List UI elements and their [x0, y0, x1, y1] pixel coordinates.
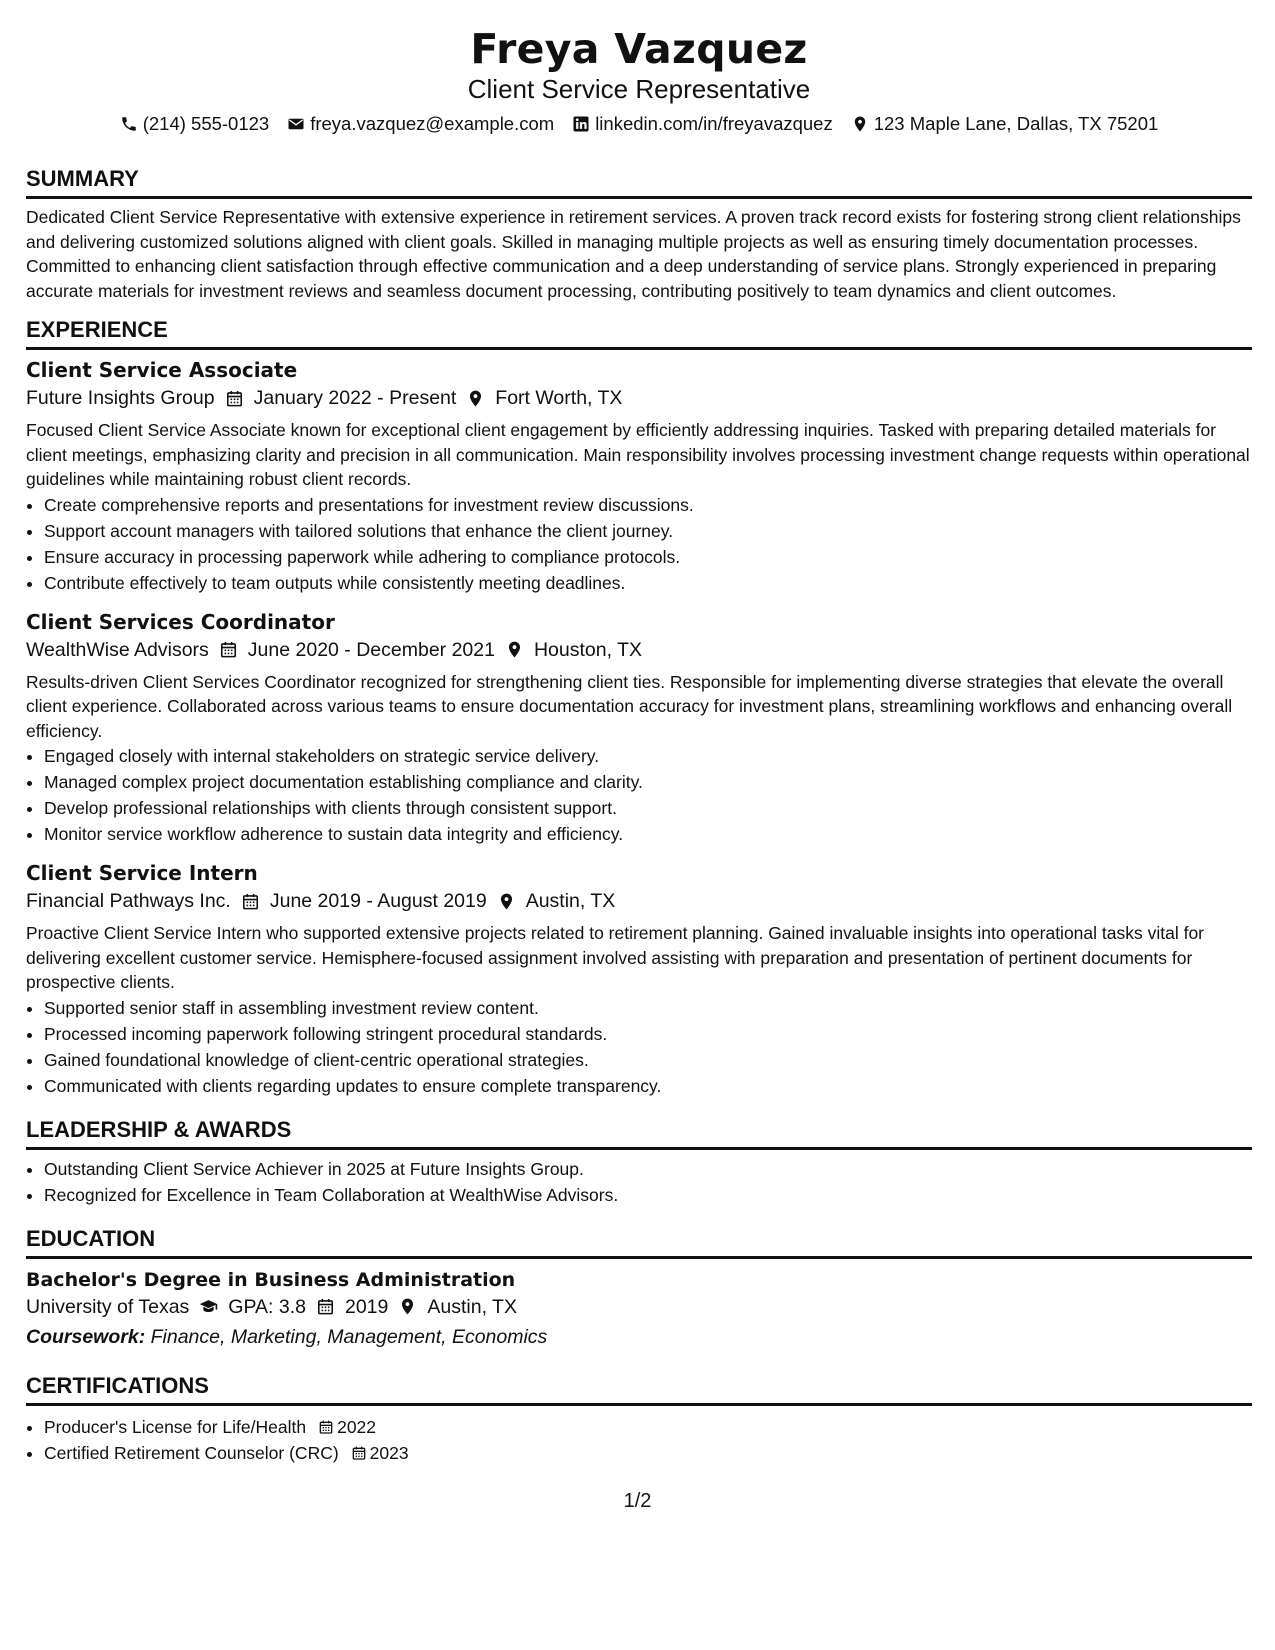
calendar-icon: [225, 389, 244, 408]
school-name: University of Texas: [26, 1295, 190, 1318]
list-item: • Monitor service workflow adherence to sustain data integrity and efficiency.: [44, 821, 1252, 847]
list-item: • Managed complex project documentation establishing compliance and clarity.: [44, 769, 1252, 795]
cert-name: • Certified Retirement Counselor (CRC): [44, 1442, 339, 1463]
page-number: 1/2: [623, 1490, 652, 1512]
job-bullets: [26, 995, 1252, 1099]
list-item: • Supported senior staff in assembling investment review content.: [44, 995, 1252, 1021]
job-entry: [26, 356, 1252, 596]
coursework-list: Finance, Marketing, Management, Economics: [150, 1325, 548, 1348]
contact-bar: [26, 112, 1252, 136]
list-item: • Contribute effectively to team outputs while consistently meeting deadlines.: [44, 570, 1252, 596]
calendar-icon: [351, 1445, 367, 1461]
linkedin-icon: [572, 115, 590, 133]
map-pin-icon: [851, 115, 869, 133]
job-dates: January 2022 - Present: [253, 387, 457, 409]
job-title: Client Service Intern: [26, 861, 258, 885]
list-item: • Ensure accuracy in processing paperwork while adhering to compliance protocols.: [44, 544, 1252, 570]
school-location: Austin, TX: [427, 1295, 517, 1318]
calendar-icon: [316, 1297, 335, 1316]
job-location: Fort Worth, TX: [495, 387, 623, 409]
resume-header: [26, 22, 1252, 136]
map-pin-icon: [398, 1297, 417, 1316]
coursework: [26, 1323, 1252, 1351]
job-description: Focused Client Service Associate known for exceptional client engagement by efficiently addressing inquiries. Tasked with preparing detailed materials for client meetings, emphasizing clarity and precision in all communication. Main responsibility involves processing investment change requests within operational guidelines while maintaining robust client records.: [26, 420, 1250, 489]
map-pin-icon: [466, 389, 485, 408]
experience-section: [26, 317, 1252, 1099]
job-company: WealthWise Advisors: [26, 638, 209, 661]
gpa: GPA: 3.8: [228, 1295, 306, 1318]
list-item: • Create comprehensive reports and presentations for investment review discussions.: [44, 492, 1252, 518]
list-item: • Communicated with clients regarding updates to ensure complete transparency.: [44, 1073, 1252, 1099]
candidate-name: Freya Vazquez: [470, 25, 808, 73]
cert-year: 2022: [337, 1416, 377, 1437]
envelope-icon: [287, 115, 305, 133]
map-pin-icon: [497, 892, 516, 911]
job-dates: June 2019 - August 2019: [269, 890, 487, 912]
education-heading: EDUCATION: [26, 1226, 1252, 1259]
job-bullets: [26, 743, 1252, 847]
contact-phone-text: (214) 555-0123: [142, 113, 270, 134]
job-description: Results-driven Client Services Coordinator recognized for strengthening client ties. Responsible for implementing diverse strategies that elevate the overall client experience. Collaborated across various teams to ensure documentation accuracy for investment plans, streamlining workflows and enhancing overall efficiency.: [26, 671, 1233, 741]
contact-email[interactable]: [287, 112, 554, 136]
job-dates: June 2020 - December 2021: [247, 638, 495, 661]
job-company: Future Insights Group: [26, 387, 215, 409]
certifications-section: [26, 1373, 1252, 1466]
list-item: [44, 1440, 1252, 1466]
candidate-title: Client Service Representative: [467, 74, 811, 104]
education-section: [26, 1226, 1252, 1351]
leadership-heading: LEADERSHIP & AWARDS: [26, 1117, 1252, 1150]
job-company: Financial Pathways Inc.: [26, 890, 231, 912]
list-item: • Processed incoming paperwork following stringent procedural standards.: [44, 1021, 1252, 1047]
job-description: Proactive Client Service Intern who supported extensive projects related to retirement planning. Gained invaluable insights into operational tasks vital for delivering excellent customer service. Hemisphere-focused assignment involved assisting with preparation and presentation of pertinent documents for prospective clients.: [26, 923, 1205, 992]
resume-page: [26, 22, 1252, 1466]
certifications-heading: CERTIFICATIONS: [26, 1373, 1252, 1406]
calendar-icon: [219, 640, 238, 659]
list-item: • Support account managers with tailored solutions that enhance the client journey.: [44, 518, 1252, 544]
summary-section: [26, 166, 1252, 303]
job-title: Client Service Associate: [26, 358, 298, 382]
coursework-label: Coursework:: [26, 1325, 146, 1348]
list-item: • Engaged closely with internal stakeholders on strategic service delivery.: [44, 743, 1252, 769]
job-entry: [26, 608, 1252, 848]
summary-heading: SUMMARY: [26, 166, 1252, 199]
list-item: [44, 1414, 1252, 1440]
phone-icon: [120, 115, 138, 133]
contact-linkedin-text[interactable]: linkedin.com/in/freyavazquez: [595, 113, 833, 134]
list-item: • Develop professional relationships with clients through consistent support.: [44, 795, 1252, 821]
job-meta: [26, 636, 1252, 664]
list-item: • Gained foundational knowledge of client-centric operational strategies.: [44, 1047, 1252, 1073]
list-item: • Recognized for Excellence in Team Collaboration at WealthWise Advisors.: [44, 1182, 1252, 1208]
map-pin-icon: [505, 640, 524, 659]
contact-address-text: 123 Maple Lane, Dallas, TX 75201: [873, 113, 1159, 134]
calendar-icon: [241, 892, 260, 911]
graduation-year: 2019: [344, 1295, 389, 1318]
contact-address: [851, 112, 1159, 136]
leadership-section: [26, 1117, 1252, 1208]
job-meta: [26, 384, 1252, 412]
cert-year: 2023: [369, 1442, 409, 1463]
experience-heading: EXPERIENCE: [26, 317, 1252, 350]
calendar-icon: [318, 1419, 334, 1435]
job-title: Client Services Coordinator: [26, 609, 335, 634]
contact-linkedin[interactable]: [572, 112, 833, 136]
job-location: Houston, TX: [533, 638, 642, 661]
job-location: Austin, TX: [525, 890, 616, 912]
summary-text: Dedicated Client Service Representative with extensive experience in retirement services. A proven track record exists for fostering strong client relationships and delivering customized solutions aligned with client goals. Skilled in managing multiple projects as well as ensuring timely documentation processes. Committed to enhancing client satisfaction through effective communication and a deep understanding of service plans. Strongly experienced in preparing accurate materials for investment reviews and seamless document processing, contributing positively to team dynamics and client outcomes.: [26, 207, 1241, 301]
list-item: • Outstanding Client Service Achiever in 2025 at Future Insights Group.: [44, 1156, 1252, 1182]
education-meta: [26, 1293, 1252, 1321]
leadership-list: [26, 1156, 1252, 1208]
job-meta: [26, 887, 1252, 915]
contact-phone: [120, 112, 270, 136]
job-bullets: [26, 492, 1252, 596]
contact-email-text[interactable]: freya.vazquez@example.com: [310, 113, 555, 134]
job-entry: [26, 859, 1252, 1099]
cert-name: • Producer's License for Life/Health: [44, 1416, 307, 1437]
graduation-cap-icon: [199, 1297, 218, 1316]
degree-title: Bachelor's Degree in Business Administration: [26, 1268, 516, 1291]
certifications-list: [26, 1414, 1252, 1466]
